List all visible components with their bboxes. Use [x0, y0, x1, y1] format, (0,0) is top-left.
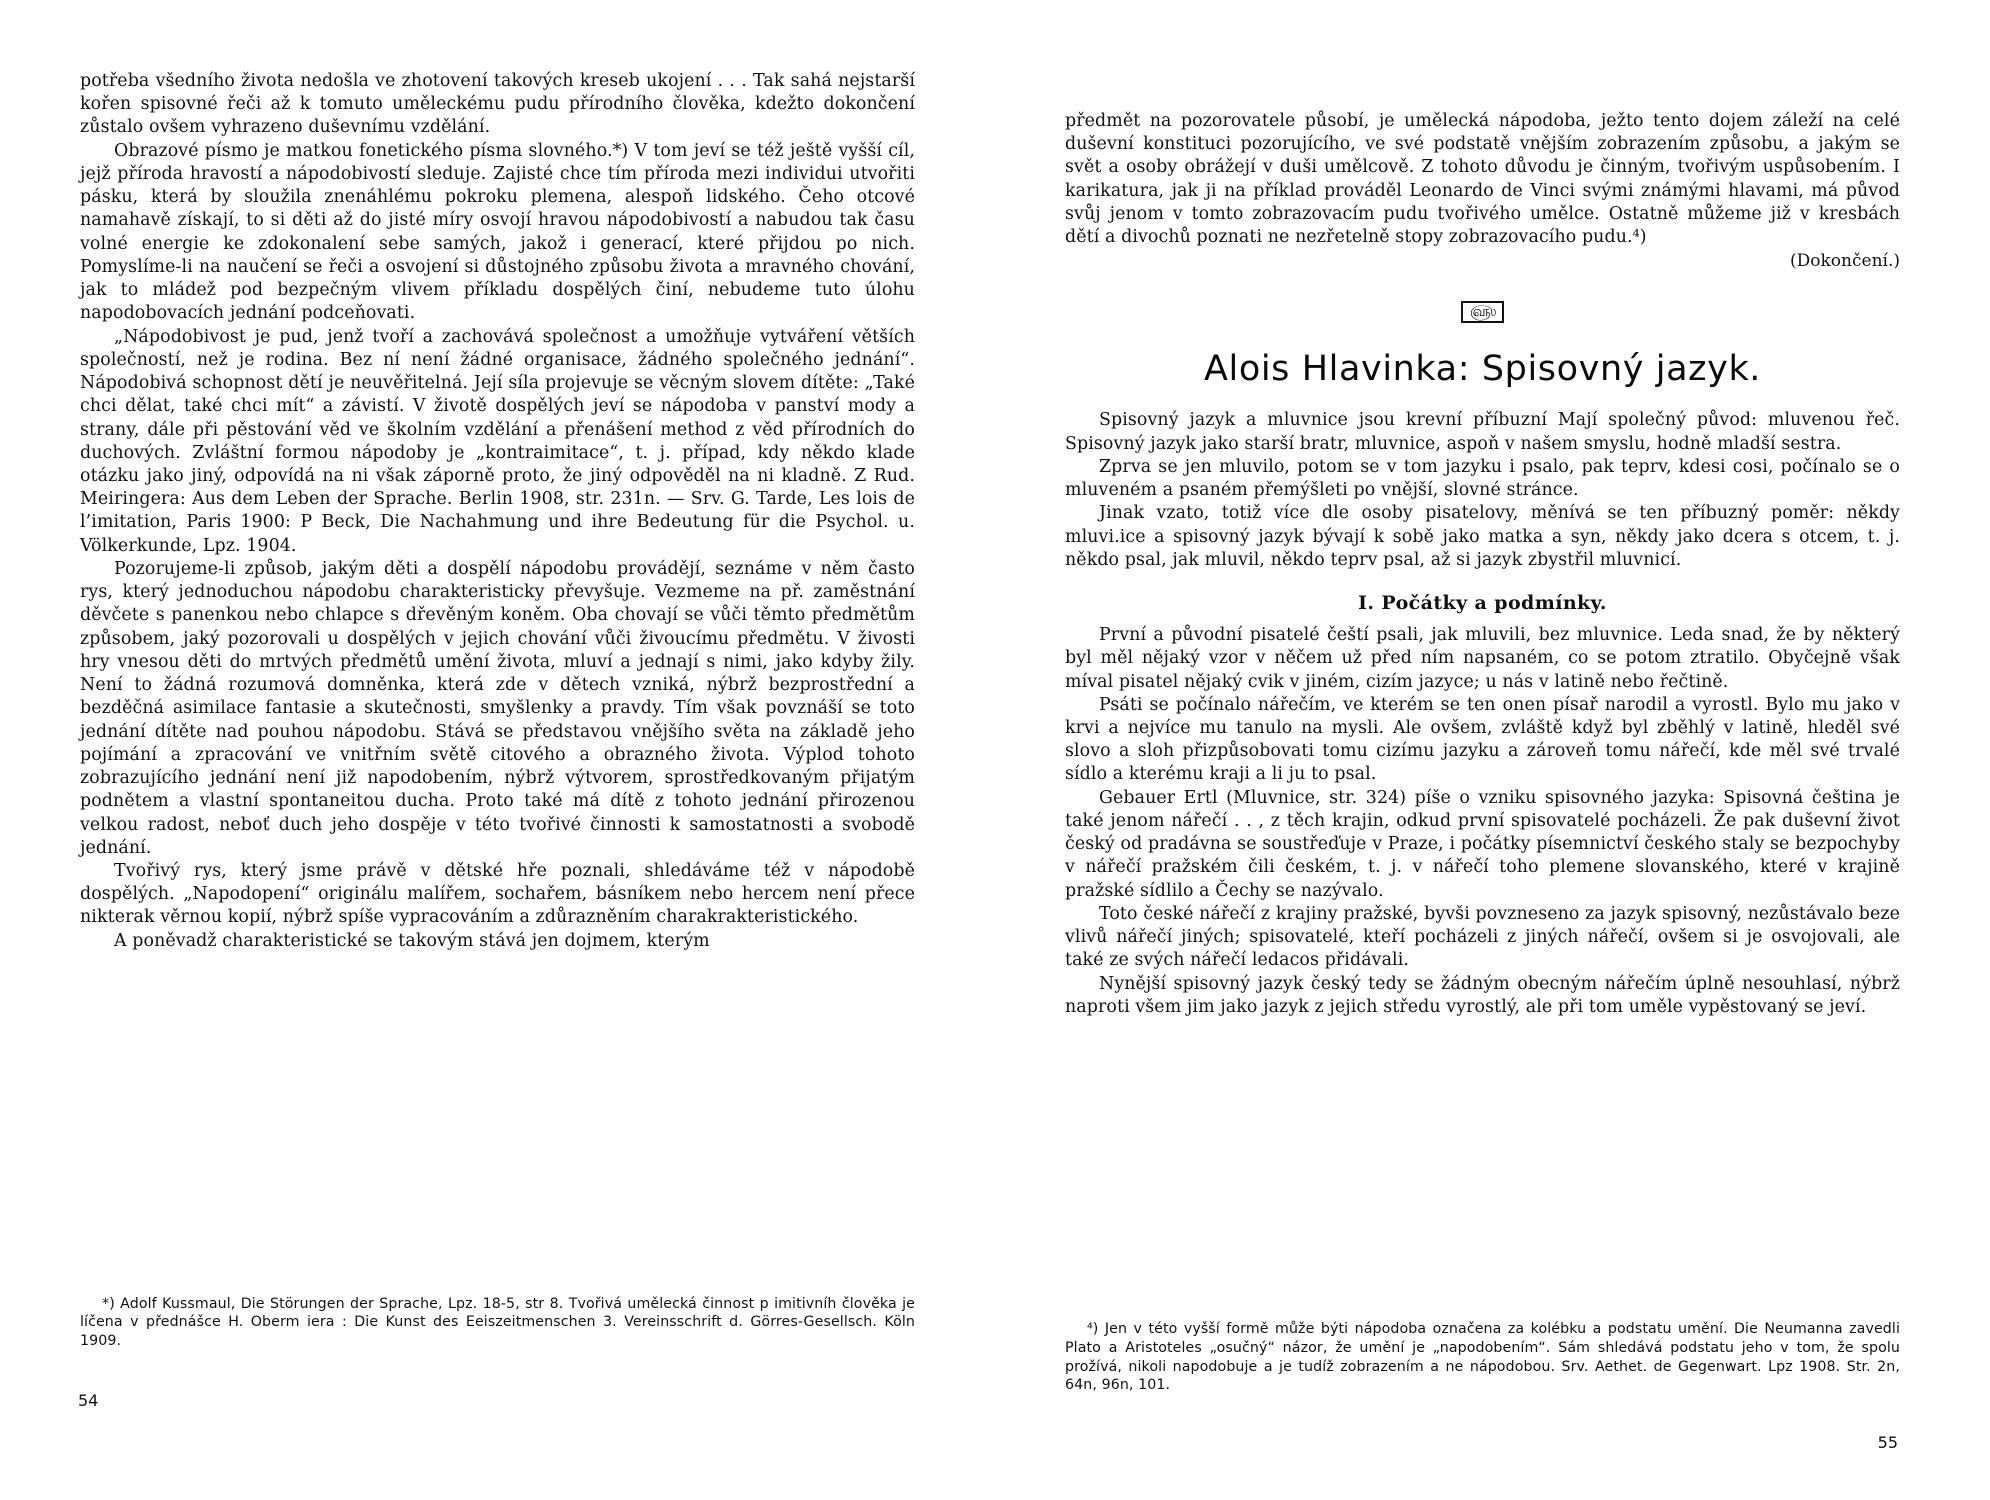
paragraph: První a původní pisatelé čeští psali, jak mluvili, bez mluvnice. Leda snad, že by některý byl měl nějaký vzor v něčem už před ním napsaném, co se potom ztratilo. Obyčejně však míval pisatel nějaký cvik v jiném, cizím jazyce; u nás v latině nebo řečtině.	[1065, 625, 1900, 692]
page-number-left: 54	[78, 1391, 99, 1410]
paragraph: Gebauer Ertl (Mluvnice, str. 324) píše o vzniku spisovného jazyka: Spisovná čeština je také jenom nářečí . . , z těch krajin, odkud první spisovatelé pocházeli. Že pak duševní život český od pradávna se soustřeďuje v Praze, i počátky písemnictví českého staly se bezpochyby v nářečí pražském čili českém, t. j. v nářečí toho plemene slovanského, které v krajině pražské sídlilo a Čechy se nazývalo.	[1065, 787, 1900, 901]
paragraph: Nynější spisovný jazyk český tedy se žádným obecným nářečím úplně nesouhlasí, nýbrž naproti všem jim jako jazyk z jejich středu vyrostlý, ale při tom uměle vypěstovaný se jeví.	[1065, 973, 1900, 1017]
paragraph: Toto české nářečí z krajiny pražské, byvši povzneseno za jazyk spisovný, nezůstávalo beze vlivů nářečí jiných; spisovatelé, kteří pocházeli z jiných nářečí, ovšem si je osvojovali, ale také ze svých nářečí ledacos přidávali.	[1065, 903, 1900, 971]
paragraph: Pozorujeme-li způsob, jakým děti a dospělí nápodobu provádějí, seznáme v něm často rys, který jednoduchou nápodobu charakteristicky převyšuje. Vezmeme na př. zaměstnání děvčete s panenkou nebo chlapce s dřevěným koněm. Oba chovají se vůči těmto předmětům způsobem, jaký pozorovali u dospělých v jejich chování vůči živoucímu předmětu. V živosti hry vnesou děti do mrtvých předmětů umění života, mluví a jednají s nimi, jako kdyby žily. Není to žádná rozumová domněnka, která zde v dětech vzniká, nýbrž bezprostřední a bezděčná asimilace fantasie a skutečnosti, smyšlenky a pravdy. Tím však povznáší se toto jednání dítěte nad pouhou nápodobu. Stává se představou vnějšího světa na základě jeho pojímání a zpracování ve vnitřním světě citového a obrazného života. Výplod tohoto zobrazujícího jednání není již napodobením, nýbrž výtvorem, sprostředkovaným přijatým podnětem a vlastní spontaneitou ducha. Proto také má dítě z tohoto jednání přirozenou velkou radost, neboť duch jeho dospěje v této tvořivé činnosti k samostatnosti a svobodě jednání.	[80, 558, 915, 858]
right-page	[995, 0, 1990, 1500]
paragraph: „Nápodobivost je pud, jenž tvoří a zachovává společnost a umožňuje vytváření větších společností, než je rodina. Bez ní není žádné organisace, žádného společného jednání“. Nápodobivá schopnost dětí je neuvěřitelná. Její síla projevuje se věcným slovem dítěte: „Také chci dělat, také chci mít“ a závistí. V životě dospělých jeví se nápodoba v panství mody a strany, dále při pěstování věd ve školním vzdělání a přenášení method z věd přírodních do duchových. Zvláštní formou nápodoby je „kontraimitace“, t. j. případ, kdy někdo klade otázku jako jiný, odpovídá na ni však záporně proto, že jiný odpověděl na ni kladně. Z Rud. Meiringera: Aus dem Leben der Sprache. Berlin 1908, str. 231n. — Srv. G. Tarde, Les lois de l’imitation, Paris 1900: P Beck, Die Nachahmung und ihre Bedeutung für die Psychol. u. Völkerkunde, Lpz. 1904.	[80, 326, 915, 556]
footnote-text: ⁴) Jen v této vyšší formě může býti nápodoba označena za kolébku a podstatu umění. Die Neumanna zavedli Plato a Aristoteles „osučný“ názor, že umění je „napodobením“. Sám shledává podstatu jeho v tom, že spolu prožívá, nikoli napodobuje a je tudíž zobrazením a ne nápodobou. Srv. Aethet. de Gegenwart. Lpz 1908. Str. 2n, 64n, 96n, 101.	[1065, 1321, 1900, 1394]
paragraph: Zprva se jen mluvilo, potom se v tom jazyku i psalo, pak teprv, kdesi cosi, počínalo se o mluveném a psaném přemýšleti po vnější, slovné stránce.	[1065, 456, 1900, 501]
paragraph: Psáti se počínalo nářečím, ve kterém se ten onen písař narodil a vyrostl. Bylo mu jako v krvi a nejvíce mu tanulo na mysli. Ale ovšem, zvláště když byl zběhlý v latině, hleděl své slovo a sloh přizpůsobovati tomu cizímu jazyku a zároveň tomu nářečí, kde měl své trvalé sídlo a kterému kraji a li ju to psal.	[1065, 694, 1900, 785]
left-page-text-column	[80, 70, 915, 953]
footnote-text: *) Adolf Kussmaul, Die Störungen der Sprache, Lpz. 18-5, str 8. Tvořivá umělecká činnost p imitivníh člověka je líčena v přednášce H. Oberm iera : Die Kunst des Eeiszeitmenschen 3. Vereinsschrift d. Görres-Gesellsch. Köln 1909.	[80, 1295, 915, 1349]
ornament-divider	[1065, 297, 1900, 323]
paragraph: Spisovný jazyk a mluvnice jsou krevní příbuzní Mají společný původ: mluvenou řeč. Spisovný jazyk jako starší bratr, mluvnice, aspoň v našem smyslu, hodně mladší sestra.	[1065, 410, 1900, 454]
ornament-glyph: ௵	[1461, 301, 1504, 323]
section-title: I. Počátky a podmínky.	[1358, 592, 1607, 615]
right-page-text-column	[1065, 110, 1900, 1019]
paragraph: A poněvadž charakteristické se takovým stává jen dojmem, kterým	[114, 930, 710, 951]
page-number-right: 55	[1877, 1433, 1898, 1452]
left-page-footnote-block	[80, 1295, 915, 1350]
completion-note: (Dokončení.)	[1790, 251, 1900, 272]
article-title: Alois Hlavinka: Spisovný jazyk.	[1203, 349, 1762, 390]
paragraph: Obrazové písmo je matkou fonetického písma slovného.*) V tom jeví se též ještě vyšší cíl, jejž příroda hravostí a nápodobivostí sleduje. Zajisté chce tím příroda mezi individui utvořiti pásku, která by sloužila znenáhlému pokroku plemena, alespoň lidského. Čeho otcové namahavě získají, to si děti až do jisté míry osvojí hravou nápodobivostí a nabudou tak času volné energie ke zdokonalení sebe samých, jakož i generací, které přijdou po nich. Pomyslíme-li na naučení se řeči a osvojení si důstojného způsobu života a mravného chování, jak to mládež pod bezpečným vlivem příkladu dospělých činí, nebudeme tuto úlohu napodobovacích jednání podceňovati.	[80, 140, 915, 324]
right-page-footnote-block	[1065, 1320, 1900, 1395]
paragraph: předmět na pozorovatele působí, je umělecká nápodoba, ježto tento dojem záleží na celé duševní konstituci pozorujícího, ve své podstatě vnějším zobrazením způsobu, a jakým se svět a osoby obrážejí v duši umělcově. Z tohoto důvodu je činným, tvořivým uspůsobením. I karikatura, jak ji na příklad prováděl Leonardo de Vinci svými známými hlavami, má původ svůj jenom v tomto zobrazovacím pudu tvořivého umělce. Ostatně můžeme již v kresbách dětí a divochů poznati ne nezřetelně stopy zobrazovacího pudu.⁴)	[1065, 111, 1900, 248]
paragraph: Jinak vzato, totiž více dle osoby pisatelovy, měnívá se ten příbuzný poměr: někdy mluvi.ice a spisovný jazyk bývají k sobě jako matka a syn, někdy jako dcera s otcem, t. j. někdo psal, jak mluvil, někdo teprv psal, až si jazyk zbystřil mluvnicí.	[1065, 503, 1900, 570]
paragraph: Tvořivý rys, který jsme právě v dětské hře poznali, shledáváme též v nápodobě dospělých. „Napodopení“ originálu malířem, sochařem, básníkem nebo hercem není přece nikterak věrnou kopií, nýbrž spíše vypracováním a zdůrazněním charakrakteristického.	[80, 860, 915, 928]
paragraph: potřeba všedního života nedošla ve zhotovení takových kreseb ukojení . . . Tak sahá nejstarší kořen spisovné řeči až k tomuto uměleckému pudu přírodního člověka, kdežto dokončení zůstalo ovšem vyhrazeno duševnímu vzdělání.	[80, 71, 915, 138]
